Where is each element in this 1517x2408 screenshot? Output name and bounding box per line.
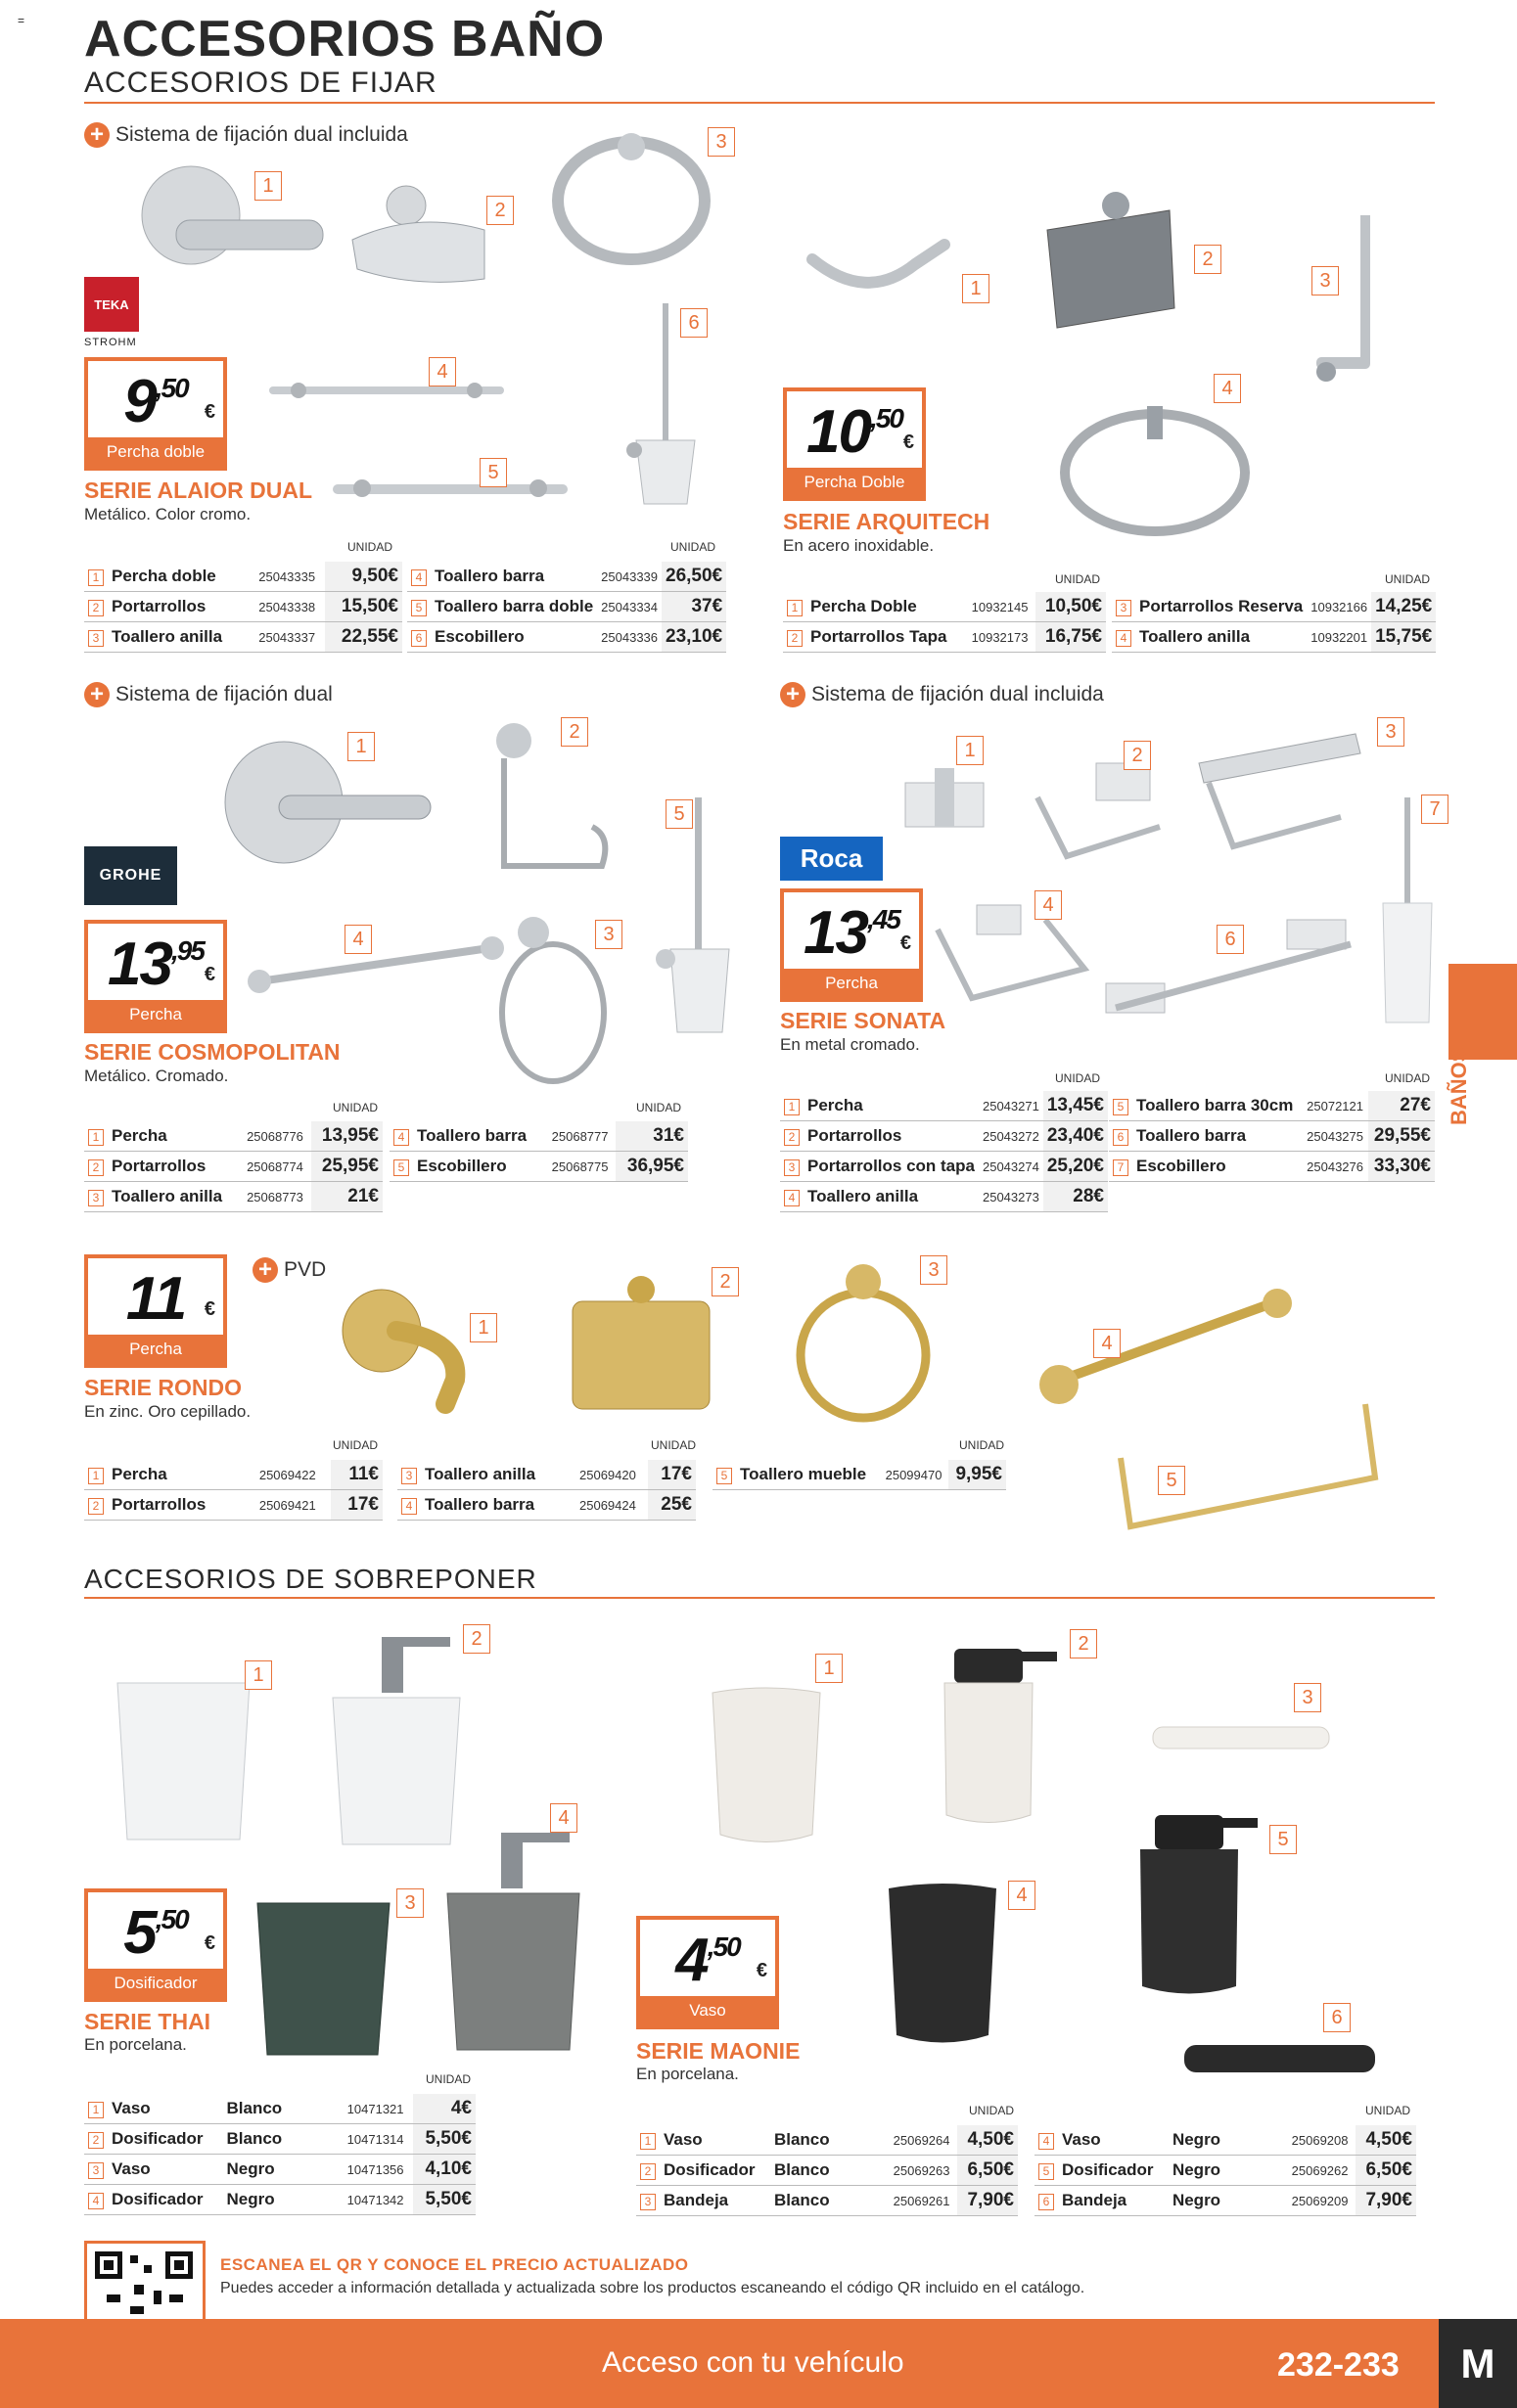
unidad-header: UNIDAD bbox=[670, 540, 716, 554]
unidad-header: UNIDAD bbox=[1385, 1071, 1431, 1085]
image-vaso-blanco-thai bbox=[113, 1673, 254, 1849]
item-number: 5 bbox=[1158, 1466, 1185, 1495]
qr-title: ESCANEA EL QR Y CONOCE EL PRECIO ACTUALIZADO bbox=[220, 2255, 689, 2274]
image-toallero-anilla-sonata bbox=[928, 900, 1094, 1008]
page-numbers: 232-233 bbox=[1277, 2346, 1400, 2384]
table-row: 5 Escobillero 25068775 36,95€ bbox=[390, 1152, 688, 1182]
series-name-sonata: SERIE SONATA bbox=[780, 1008, 946, 1033]
item-number: 3 bbox=[1294, 1683, 1321, 1712]
image-toallero-anilla-arquitech bbox=[1057, 396, 1253, 543]
table-row: 3 Toallero anilla 25043337 22,55€ bbox=[84, 622, 402, 653]
item-number: 4 bbox=[345, 925, 372, 954]
table-row: 3 Toallero anilla 25069420 17€ bbox=[397, 1460, 696, 1490]
brand-logo-grohe: GROHE bbox=[84, 846, 177, 905]
table-row: 2 Portarrollos Tapa 10932173 16,75€ bbox=[783, 622, 1106, 653]
item-number: 1 bbox=[254, 171, 282, 201]
series-name-cosmopolitan: SERIE COSMOPOLITAN bbox=[84, 1039, 341, 1065]
price-table-alaior-1 bbox=[84, 562, 402, 653]
price-tag-arquitech: $10^{,50}$ € Percha Doble bbox=[783, 387, 926, 501]
item-number: 5 bbox=[480, 458, 507, 487]
table-row: 4 Vaso Negro 25069208 4,50€ bbox=[1034, 2125, 1416, 2156]
table-row: 4 Toallero anilla 25043273 28€ bbox=[780, 1182, 1108, 1212]
item-number: 2 bbox=[1194, 245, 1221, 274]
series-name-rondo: SERIE RONDO bbox=[84, 1375, 243, 1400]
plus-icon: + bbox=[253, 1257, 278, 1283]
unidad-header: UNIDAD bbox=[1055, 572, 1101, 586]
price-table-thai bbox=[84, 2094, 476, 2215]
qr-text: Puedes acceder a información detallada y actualizada sobre los productos escaneando el código QR incluido en el catálogo. bbox=[220, 2280, 1085, 2296]
brand-logo-teka: TEKA bbox=[84, 277, 139, 332]
image-percha-doble-alaior bbox=[137, 161, 333, 308]
item-number: 6 bbox=[1323, 2003, 1351, 2032]
price-tag-cosmopolitan: $13^{,95}$ € Percha bbox=[84, 920, 227, 1033]
series-name-maonie: SERIE MAONIE bbox=[636, 2038, 801, 2064]
item-number: 6 bbox=[1217, 925, 1244, 954]
series-desc-rondo: En zinc. Oro cepillado. bbox=[84, 1402, 252, 1421]
table-row: 5 Toallero barra 30cm 25072121 27€ bbox=[1109, 1091, 1435, 1121]
item-number: 2 bbox=[1124, 741, 1151, 770]
price-table-rondo-3 bbox=[713, 1460, 1006, 1490]
table-row: 5 Dosificador Negro 25069262 6,50€ bbox=[1034, 2156, 1416, 2186]
table-row: 3 Toallero anilla 25068773 21€ bbox=[84, 1182, 383, 1212]
item-number: 3 bbox=[1311, 266, 1339, 295]
item-number: 2 bbox=[712, 1267, 739, 1296]
table-row: 4 Toallero barra 25043339 26,50€ bbox=[407, 562, 726, 592]
unidad-header: UNIDAD bbox=[333, 1101, 379, 1114]
image-toallero-mueble-rondo bbox=[1111, 1399, 1385, 1531]
side-tab-label: BAÑOS bbox=[1447, 1047, 1471, 1125]
price-tag-alaior: $9^{,50}$ € Percha doble bbox=[84, 357, 227, 471]
table-row: 2 Portarrollos 25069421 17€ bbox=[84, 1490, 383, 1521]
image-percha-doble-arquitech bbox=[807, 235, 954, 313]
section-title-fijar: ACCESORIOS DE FIJAR bbox=[84, 67, 437, 99]
price-tag-maonie: $4^{,50}$ € Vaso bbox=[636, 1916, 779, 2029]
unidad-header: UNIDAD bbox=[426, 2072, 472, 2086]
page-title: ACCESORIOS BAÑO bbox=[84, 11, 606, 68]
price-table-cosmopolitan-2 bbox=[390, 1121, 688, 1182]
price-tag-thai: $5^{,50}$ € Dosificador bbox=[84, 1888, 227, 2002]
table-row: 5 Toallero barra doble 25043334 37€ bbox=[407, 592, 726, 622]
item-number: 6 bbox=[680, 308, 708, 338]
item-number: 4 bbox=[1034, 890, 1062, 920]
price-tag-sonata: $13^{,45}$ € Percha bbox=[780, 888, 923, 1002]
image-escobillero-sonata bbox=[1378, 797, 1437, 1027]
table-row: 3 Portarrollos con tapa 25043274 25,20€ bbox=[780, 1152, 1108, 1182]
item-number: 1 bbox=[245, 1660, 272, 1690]
item-number: 1 bbox=[470, 1313, 497, 1342]
series-name-arquitech: SERIE ARQUITECH bbox=[783, 509, 990, 534]
table-row: 4 Toallero barra 25069424 25€ bbox=[397, 1490, 696, 1521]
price-table-sonata-2 bbox=[1109, 1091, 1435, 1182]
item-number: 7 bbox=[1421, 795, 1448, 824]
item-number: 4 bbox=[1008, 1881, 1035, 1910]
unidad-header: UNIDAD bbox=[1055, 1071, 1101, 1085]
table-row: 6 Bandeja Negro 25069209 7,90€ bbox=[1034, 2186, 1416, 2216]
feature-pvd: + PVD bbox=[253, 1257, 326, 1283]
table-row: 2 Dosificador Blanco 25069263 6,50€ bbox=[636, 2156, 1018, 2186]
item-number: 3 bbox=[1377, 717, 1404, 747]
unidad-header: UNIDAD bbox=[347, 540, 393, 554]
divider bbox=[84, 102, 1435, 104]
price-table-rondo-1 bbox=[84, 1460, 383, 1521]
item-number: 2 bbox=[561, 717, 588, 747]
item-number: 4 bbox=[429, 357, 456, 386]
brand-logo-roca: Roca bbox=[780, 837, 883, 881]
series-desc-arquitech: En acero inoxidable. bbox=[783, 536, 935, 555]
item-number: 3 bbox=[595, 920, 622, 949]
table-row: 4 Toallero barra 25068777 31€ bbox=[390, 1121, 688, 1152]
table-row: 2 Portarrollos 25068774 25,95€ bbox=[84, 1152, 383, 1182]
divider bbox=[84, 1597, 1435, 1599]
price-table-rondo-2 bbox=[397, 1460, 696, 1521]
price-table-sonata-1 bbox=[780, 1091, 1108, 1212]
item-number: 2 bbox=[463, 1624, 490, 1654]
image-dosificador-negro-thai bbox=[442, 1830, 584, 2055]
price-table-arquitech-1 bbox=[783, 592, 1106, 653]
image-portarrollos-reserva-arquitech bbox=[1311, 215, 1390, 396]
item-number: 2 bbox=[486, 196, 514, 225]
table-row: 2 Portarrollos 25043272 23,40€ bbox=[780, 1121, 1108, 1152]
image-vaso-negro-thai bbox=[253, 1898, 394, 2060]
unidad-header: UNIDAD bbox=[1365, 2104, 1411, 2117]
image-dosificador-blanco-maonie bbox=[935, 1644, 1067, 1830]
unidad-header: UNIDAD bbox=[969, 2104, 1015, 2117]
image-toallero-anilla-alaior bbox=[558, 132, 724, 269]
image-bandeja-negro-maonie bbox=[1179, 2040, 1380, 2079]
price-tag-rondo: 11 € Percha bbox=[84, 1254, 227, 1368]
price-table-maonie-1 bbox=[636, 2125, 1018, 2216]
item-number: 1 bbox=[956, 736, 984, 765]
table-row: 1 Vaso Blanco 10471321 4€ bbox=[84, 2094, 476, 2124]
item-number: 3 bbox=[708, 127, 735, 157]
series-desc-alaior: Metálico. Color cromo. bbox=[84, 505, 252, 523]
brand-sub: STROHM bbox=[84, 337, 137, 348]
item-number: 5 bbox=[666, 799, 693, 829]
price-table-alaior-2 bbox=[407, 562, 726, 653]
unidad-header: UNIDAD bbox=[636, 1101, 682, 1114]
unidad-header: UNIDAD bbox=[333, 1438, 379, 1452]
price-table-maonie-2 bbox=[1034, 2125, 1416, 2216]
item-number: 4 bbox=[550, 1803, 577, 1833]
item-number: 1 bbox=[815, 1654, 843, 1683]
feature-alaior: + Sistema de fijación dual incluida bbox=[84, 122, 408, 148]
series-desc-sonata: En metal cromado. bbox=[780, 1035, 920, 1054]
table-row: 1 Vaso Blanco 25069264 4,50€ bbox=[636, 2125, 1018, 2156]
item-number: 1 bbox=[962, 274, 989, 303]
image-portarrollos-tapa-arquitech bbox=[1042, 191, 1179, 342]
item-number: 3 bbox=[920, 1255, 947, 1285]
table-row: 1 Percha 25069422 11€ bbox=[84, 1460, 383, 1490]
image-portarrollos-sonata bbox=[1028, 758, 1170, 866]
table-row: 2 Portarrollos 25043338 15,50€ bbox=[84, 592, 402, 622]
image-portarrollos-tapa-sonata bbox=[1194, 724, 1365, 851]
plus-icon: + bbox=[780, 682, 805, 707]
series-desc-maonie: En porcelana. bbox=[636, 2065, 739, 2083]
table-row: 2 Dosificador Blanco 10471314 5,50€ bbox=[84, 2124, 476, 2155]
table-row: 1 Percha Doble 10932145 10,50€ bbox=[783, 592, 1106, 622]
table-row: 3 Vaso Negro 10471356 4,10€ bbox=[84, 2155, 476, 2185]
table-row: 6 Escobillero 25043336 23,10€ bbox=[407, 622, 726, 653]
image-bandeja-blanco-maonie bbox=[1148, 1717, 1334, 1756]
price-table-cosmopolitan-1 bbox=[84, 1121, 383, 1212]
price-table-arquitech-2 bbox=[1112, 592, 1436, 653]
footer-access-text: Acceso con tu vehículo bbox=[602, 2346, 904, 2379]
image-portarrollos-alaior bbox=[347, 181, 494, 318]
table-row: 3 Portarrollos Reserva 10932166 14,25€ bbox=[1112, 592, 1436, 622]
unidad-header: UNIDAD bbox=[1385, 572, 1431, 586]
series-desc-thai: En porcelana. bbox=[84, 2035, 187, 2054]
series-desc-cosmopolitan: Metálico. Cromado. bbox=[84, 1067, 229, 1085]
image-dosificador-blanco-thai bbox=[328, 1629, 465, 1849]
table-row: 3 Bandeja Blanco 25069261 7,90€ bbox=[636, 2186, 1018, 2216]
side-tab bbox=[1448, 964, 1517, 1060]
item-number: 4 bbox=[1093, 1329, 1121, 1358]
image-toallero-barra-alaior bbox=[269, 377, 504, 406]
table-row: 1 Percha 25068776 13,95€ bbox=[84, 1121, 383, 1152]
table-row: 1 Percha 25043271 13,45€ bbox=[780, 1091, 1108, 1121]
image-percha-sonata bbox=[900, 763, 993, 841]
plus-icon: + bbox=[84, 122, 110, 148]
image-toallero-barra-rondo bbox=[1037, 1282, 1302, 1409]
section-title-sobreponer: ACCESORIOS DE SOBREPONER bbox=[84, 1564, 537, 1594]
image-toallero-barra-cosmopolitan bbox=[240, 934, 514, 993]
table-row: 5 Toallero mueble 25099470 9,95€ bbox=[713, 1460, 1006, 1490]
image-portarrollos-cosmopolitan bbox=[484, 719, 617, 881]
unidad-header: UNIDAD bbox=[651, 1438, 697, 1452]
table-row: 7 Escobillero 25043276 33,30€ bbox=[1109, 1152, 1435, 1182]
plus-icon: + bbox=[84, 682, 110, 707]
image-vaso-blanco-maonie bbox=[703, 1688, 830, 1849]
table-row: 1 Percha doble 25043335 9,50€ bbox=[84, 562, 402, 592]
brand-logo-m: M bbox=[1439, 2319, 1517, 2408]
image-dosificador-negro-maonie bbox=[1130, 1810, 1267, 2001]
unidad-header: UNIDAD bbox=[959, 1438, 1005, 1452]
feature-cosmopolitan: + Sistema de fijación dual bbox=[84, 682, 333, 707]
image-escobillero-cosmopolitan bbox=[656, 797, 744, 1037]
image-portarrollos-rondo bbox=[568, 1272, 719, 1419]
series-name-thai: SERIE THAI bbox=[84, 2009, 211, 2034]
item-number: 3 bbox=[396, 1888, 424, 1918]
table-row: 6 Toallero barra 25043275 29,55€ bbox=[1109, 1121, 1435, 1152]
item-number: 4 bbox=[1214, 374, 1241, 403]
table-row: 4 Toallero anilla 10932201 15,75€ bbox=[1112, 622, 1436, 653]
table-row: 4 Dosificador Negro 10471342 5,50€ bbox=[84, 2185, 476, 2215]
item-number: 5 bbox=[1269, 1825, 1297, 1854]
footer-bar bbox=[0, 2319, 1517, 2408]
item-number: 1 bbox=[347, 732, 375, 761]
image-percha-cosmopolitan bbox=[220, 739, 436, 876]
image-toallero-barra-doble-alaior bbox=[333, 475, 568, 504]
image-vaso-negro-maonie bbox=[879, 1884, 1006, 2050]
series-name-alaior: SERIE ALAIOR DUAL bbox=[84, 477, 312, 503]
corner-mark: = bbox=[18, 14, 25, 27]
image-toallero-anilla-rondo bbox=[793, 1262, 940, 1424]
image-percha-rondo bbox=[338, 1282, 484, 1409]
item-number: 2 bbox=[1070, 1629, 1097, 1658]
feature-sonata: + Sistema de fijación dual incluida bbox=[780, 682, 1104, 707]
